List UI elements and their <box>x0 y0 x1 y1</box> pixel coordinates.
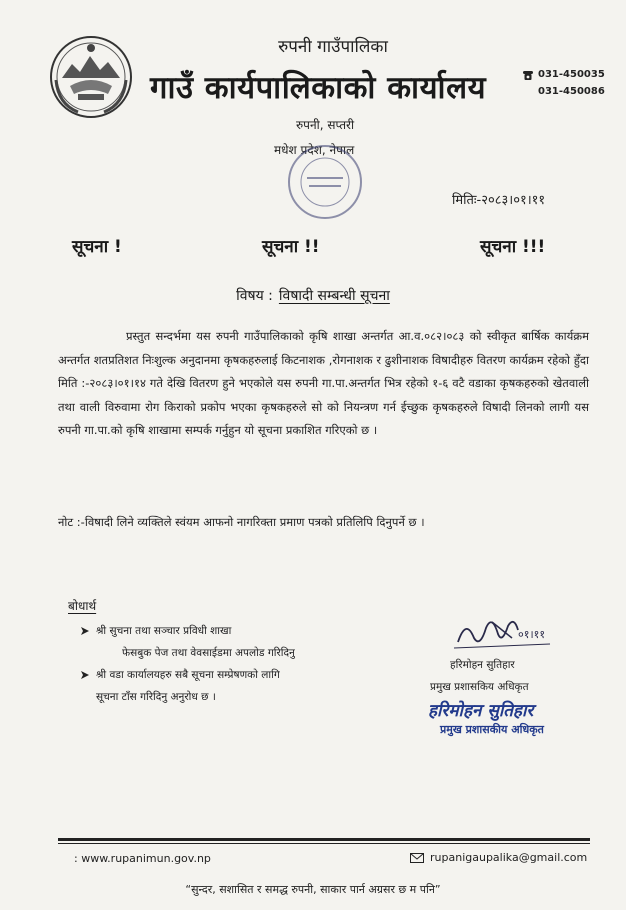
issue-date: मितिः-२०८३।०१।११ <box>452 193 546 208</box>
note-text: नोट :-विषादी लिने व्यक्तिले स्वंयम आफनो नागरिक्ता प्रमाण पत्रको प्रतिलिपि दिनुपर्ने छ । <box>58 515 425 529</box>
phone-numbers <box>522 66 605 100</box>
address-line-2: मधेश प्रदेश, नेपाल <box>274 143 355 157</box>
stamp-post: प्रमुख प्रशासकीय अधिकृत <box>440 723 544 736</box>
office-stamp <box>283 140 367 224</box>
cc-item-line2: सूचना टाँस गरिदिनु अनुरोध छ । <box>96 691 216 703</box>
email-address[interactable]: rupanigaupalika@gmail.com <box>430 851 588 864</box>
notice-body: प्रस्तुत सन्दर्भमा यस रुपनी गाउँपालिकाको कृषि शाखा अन्तर्गत आ.व.०८२।०८३ को स्वीकृत बार्षिक कार्यक्रम अन्तर्गत शतप्रतिशत निःशुल्क अनुदानमा कृषकहरुलाई किटनाशक ,रोगनाशक र ढुशीनाशक विषादीहरु वितरण कार्यक्रम रहेको हुँदा मिति :-२०८३।०१।१४ गते देखि वितरण हुने भएकोले यस रुपनी गा.पा.अन्तर्गत भित्र रहेको १-६ वटै वडाका कृषकहरुको खेतवाली तथा वाली विरुवामा रोग किराको प्रकोप भएका कृषकहरुले सो को नियन्त्रण गर्न ईच्छुक कृषकहरुले विषादी लिनको लागी यस रुपनी गा.पा.को कृषि शाखामा सम्पर्क गर्नुहुन यो सूचना प्रकाशित गरिएको छ । <box>58 329 589 437</box>
arrow-bullet-icon <box>80 626 90 636</box>
footer-divider-thin <box>58 843 590 844</box>
phone-icon <box>522 69 534 81</box>
email-block <box>410 851 587 864</box>
signature-date: ०१।११ <box>518 628 546 641</box>
cc-item <box>80 620 295 642</box>
cc-item-line2: फेसबुक पेज तथा वेवसाईडमा अपलोड गरिदिनु <box>122 647 295 659</box>
website-link[interactable]: : www.rupanimun.gov.np <box>74 852 211 865</box>
arrow-bullet-icon <box>80 670 90 680</box>
signer-name: हरिमोहन सुतिहार <box>450 659 515 671</box>
subject-prefix: विषय : <box>236 288 273 304</box>
footer-divider <box>58 838 590 841</box>
mail-icon <box>410 853 424 863</box>
subject-line <box>0 286 626 305</box>
cc-list <box>80 620 295 708</box>
notice-label-1: सूचना ! <box>72 237 122 257</box>
subject-text: विषादी सम्बन्धी सूचना <box>278 288 390 304</box>
phone-number-1: 031-450035 <box>538 69 605 80</box>
address-line-1: रुपनी, सप्तरी <box>296 118 355 132</box>
cc-item-line1: श्री सुचना तथा सञ्चार प्रविधी शाखा <box>96 625 232 637</box>
municipality-name: रुपनी गाउँपालिका <box>278 37 388 57</box>
phone-number-2: 031-450086 <box>538 86 605 97</box>
cc-item-line1: श्री वडा कार्यालयहरु सबै सूचना सम्प्रेषणको लागि <box>96 669 280 681</box>
cc-item <box>80 664 295 686</box>
notice-label-2: सूचना !! <box>262 237 320 257</box>
cc-heading: बोधार्थ <box>68 599 97 613</box>
signer-post: प्रमुख प्रशासकिय अधिकृत <box>430 681 529 693</box>
handwritten-signature <box>452 608 552 654</box>
notice-label-3: सूचना !!! <box>480 237 546 257</box>
motto: “सुन्दर, सशासित र समद्ध रुपनी, साकार पार्न अग्रसर छ म पनि” <box>185 883 441 896</box>
stamp-name: हरिमोहन सुतिहार <box>428 701 534 721</box>
office-title: गाउँ कार्यपालिकाको कार्यालय <box>150 70 487 106</box>
